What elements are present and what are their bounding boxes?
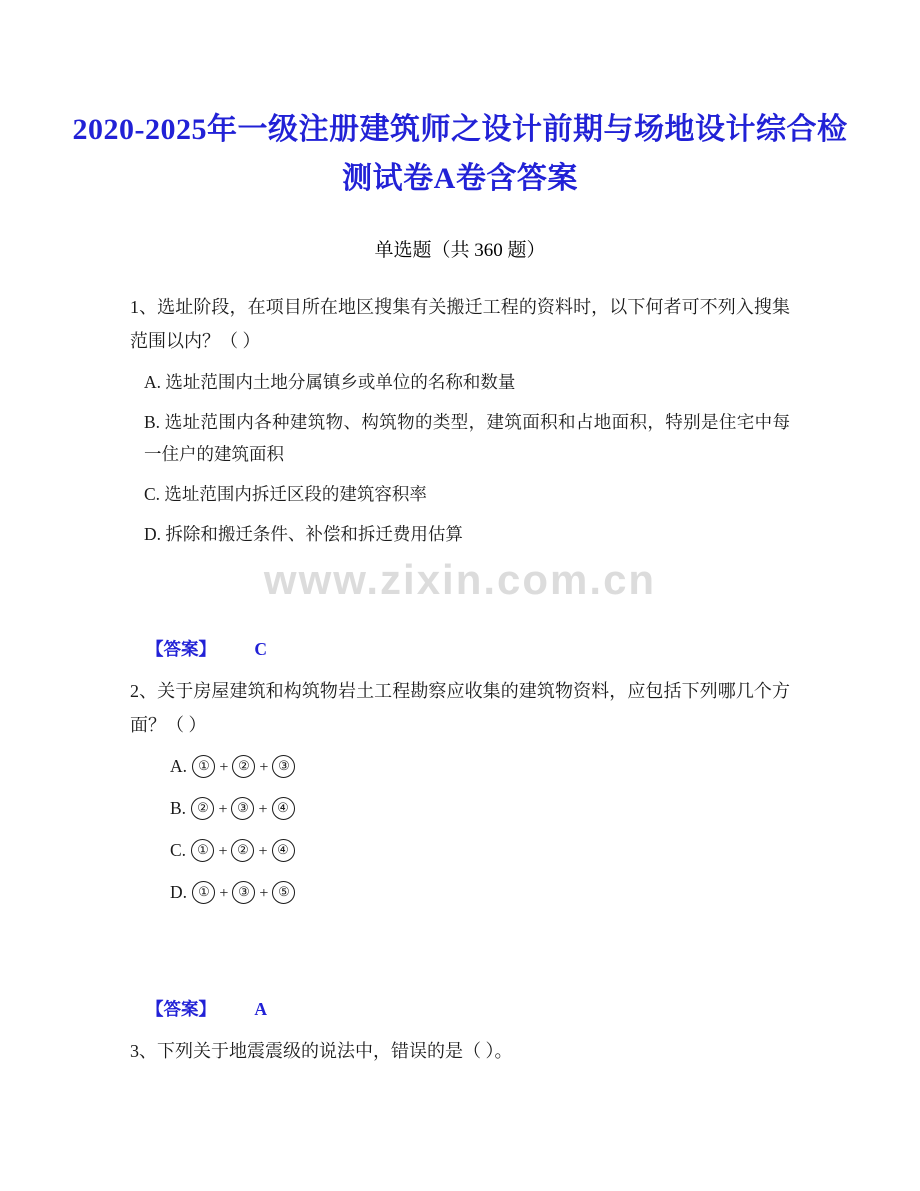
- plus-sign: +: [259, 759, 269, 776]
- question-stem: 3、下列关于地震震级的说法中，错误的是（ ）。: [130, 1041, 513, 1061]
- circled-number: ④: [272, 797, 295, 820]
- circled-number: ④: [272, 839, 295, 862]
- plus-sign: +: [219, 759, 229, 776]
- questions-container: [0, 262, 920, 1068]
- option-letter: D.: [170, 882, 188, 902]
- answer-row: [146, 994, 790, 1024]
- circled-number: ①: [192, 881, 215, 904]
- option-a: [170, 750, 790, 784]
- circled-number: ①: [191, 839, 214, 862]
- question-item: [130, 674, 790, 1024]
- circled-number: ③: [232, 881, 255, 904]
- question-item: [130, 290, 790, 664]
- watermark: www.zixin.com.cn: [263, 556, 657, 603]
- option-b: [170, 792, 790, 826]
- option-letter: C.: [170, 840, 187, 860]
- question-stem: 1、选址阶段，在项目所在地区搜集有关搬迁工程的资料时，以下何者可不列入搜集范围以内？（ ）: [130, 297, 790, 351]
- option-b: B. 选址范围内各种建筑物、构筑物的类型，建筑面积和占地面积，特别是住宅中每一住户的建筑面积: [144, 412, 790, 464]
- circled-number: ③: [231, 797, 254, 820]
- answer-row: [146, 634, 790, 664]
- question-item: [130, 1034, 790, 1068]
- spacer: [130, 910, 790, 968]
- section-heading: 单选题（共 360 题）: [374, 240, 546, 261]
- plus-sign: +: [258, 843, 268, 860]
- answer-label: 【答案】: [146, 639, 216, 659]
- circled-number: ③: [272, 755, 295, 778]
- plus-sign: +: [258, 801, 268, 818]
- option-d: D. 拆除和搬迁条件、补偿和拆迁费用估算: [144, 524, 463, 544]
- option-c: C. 选址范围内拆迁区段的建筑容积率: [144, 484, 427, 504]
- answer-label: 【答案】: [146, 999, 216, 1019]
- question-stem: 2、关于房屋建筑和构筑物岩土工程勘察应收集的建筑物资料，应包括下列哪几个方面？（ ）: [130, 681, 790, 735]
- option-d: [170, 876, 790, 910]
- answer-value: C: [254, 639, 268, 659]
- circled-number: ①: [192, 755, 215, 778]
- answer-value: A: [254, 999, 268, 1019]
- option-c: [170, 834, 790, 868]
- option-a: A. 选址范围内土地分属镇乡或单位的名称和数量: [144, 372, 516, 392]
- circled-number: ⑤: [272, 881, 295, 904]
- plus-sign: +: [218, 801, 228, 818]
- plus-sign: +: [218, 843, 228, 860]
- circled-number: ②: [191, 797, 214, 820]
- plus-sign: +: [259, 885, 269, 902]
- page-title: 2020-2025年一级注册建筑师之设计前期与场地设计综合检测试卷A卷含答案: [72, 113, 848, 195]
- option-letter: B.: [170, 798, 187, 818]
- plus-sign: +: [219, 885, 229, 902]
- circled-number: ②: [231, 839, 254, 862]
- option-letter: A.: [170, 756, 188, 776]
- circled-number: ②: [232, 755, 255, 778]
- spacer: [130, 550, 790, 608]
